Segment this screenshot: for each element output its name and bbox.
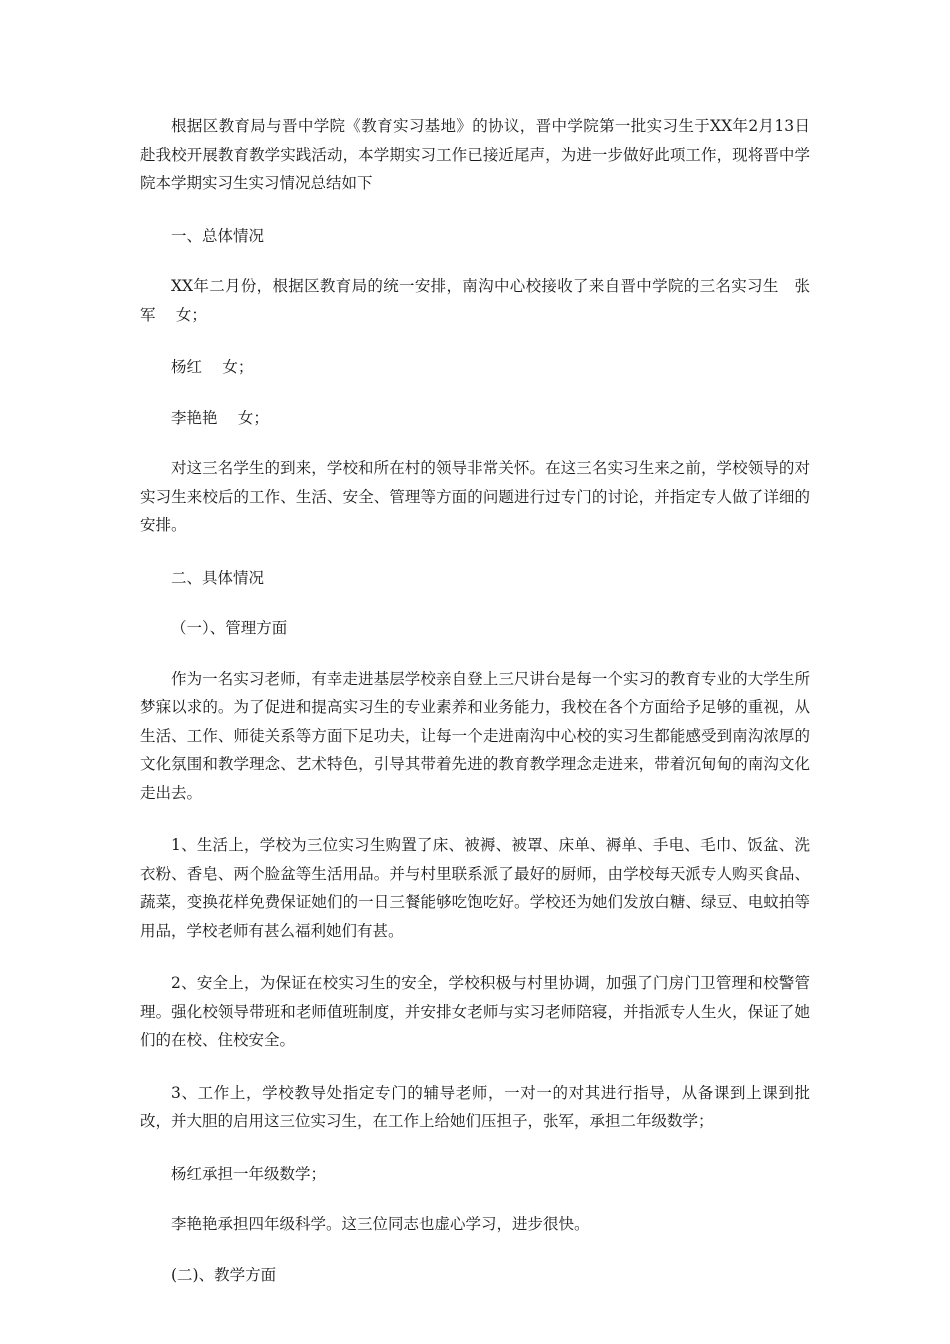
overall-paragraph: XX年二月份，根据区教育局的统一安排，南沟中心校接收了来自晋中学院的三名实习生 张军 女；: [140, 277, 810, 324]
intern-yang-hong: 杨红 女；: [171, 358, 254, 376]
yang-hong-assignment: 杨红承担一年级数学；: [171, 1164, 327, 1183]
subheading-teaching: (二)、教学方面: [171, 1265, 277, 1284]
intern-li-yanyan: 李艳艳 女；: [171, 408, 269, 427]
work-paragraph: 3、工作上，学校教导处指定专门的辅导老师，一对一的对其进行指导，从备课到上课到批改，并大胆的启用这三位实习生，在工作上给她们压担子，张军，承担二年级数学；: [140, 1083, 810, 1130]
management-paragraph: 作为一名实习老师，有幸走进基层学校亲自登上三尺讲台是每一个实习的教育专业的大学生所梦寐以求的。为了促进和提高实习生的专业素养和业务能力，我校在各个方面给予足够的重视，从生活、工作、师徒关系等方面下足功夫，让每一个走进南沟中心校的实习生都能感受到南沟浓厚的文化氛围和教学理念、艺术特色，引导其带着先进的教育教学理念走进来，带着沉甸甸的南沟文化走出去。: [140, 669, 810, 802]
school-care-paragraph: 对这三名学生的到来，学校和所在村的领导非常关怀。在这三名实习生来之前，学校领导的对实习生来校后的工作、生活、安全、管理等方面的问题进行过专门的讨论，并指定专人做了详细的安排。: [140, 459, 810, 534]
intro-paragraph: 根据区教育局与晋中学院《教育实习基地》的协议，晋中学院第一批实习生于XX年2月13日赴我校开展教育教学实践活动，本学期实习工作已接近尾声，为进一步做好此项工作，现将晋中学院本学期实习生实习情况总结如下: [140, 117, 810, 192]
section-heading-details: 二、具体情况: [171, 568, 265, 587]
subheading-management: （一）、管理方面: [171, 619, 288, 637]
section-heading-overall: 一、总体情况: [171, 226, 265, 245]
life-paragraph: 1、生活上，学校为三位实习生购置了床、被褥、被罩、床单、褥单、手电、毛巾、饭盆、洗衣粉、香皂、两个脸盆等生活用品。并与村里联系派了最好的厨师，由学校每天派专人购买食品、蔬菜，变换花样免费保证她们的一日三餐能够吃饱吃好。学校还为她们发放白糖、绿豆、电蚊拍等用品，学校老师有甚么福利她们有甚。: [140, 836, 810, 940]
li-yanyan-assignment: 李艳艳承担四年级科学。这三位同志也虚心学习，进步很快。: [171, 1215, 590, 1233]
document-body: [140, 112, 810, 1311]
safety-paragraph: 2、安全上，为保证在校实习生的安全，学校积极与村里协调，加强了门房门卫管理和校警管理。强化校领导带班和老师值班制度，并安排女老师与实习老师陪寝，并指派专人生火，保证了她们的在校、住校安全。: [140, 974, 810, 1049]
